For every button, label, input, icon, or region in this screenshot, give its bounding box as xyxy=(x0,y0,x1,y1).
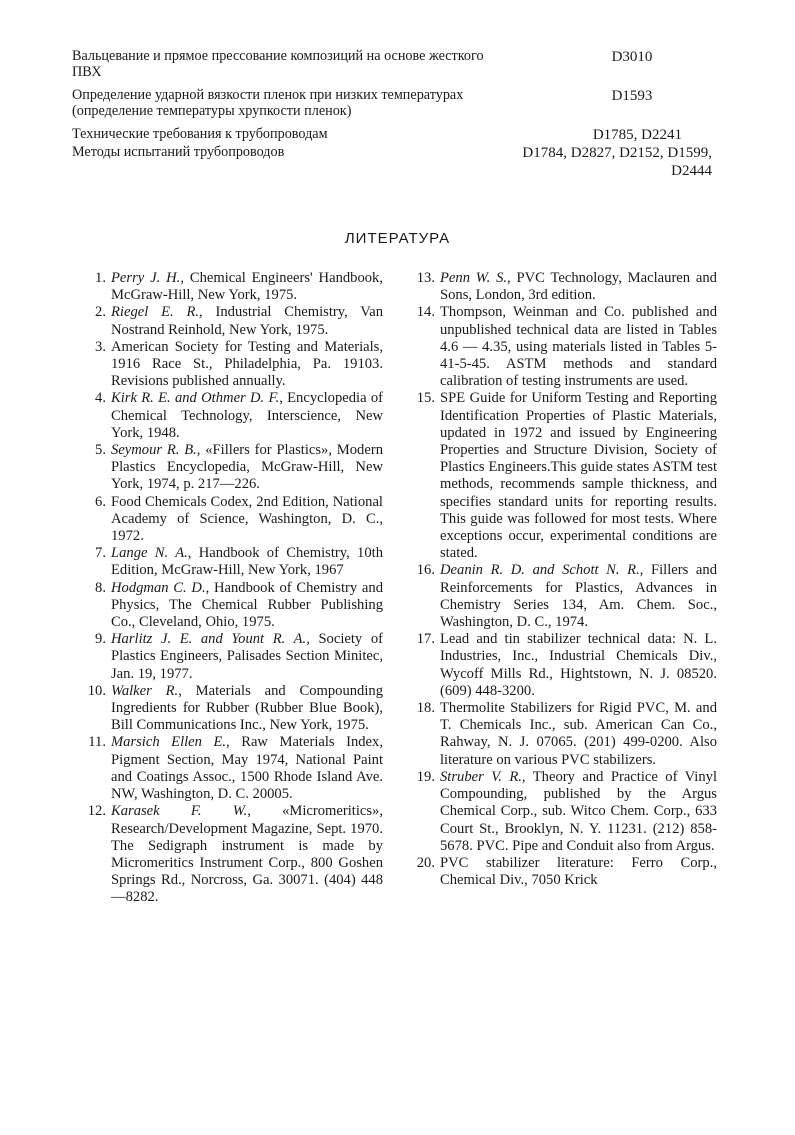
reference-text xyxy=(440,390,717,562)
reference-item xyxy=(407,304,717,390)
reference-author: Riegel E. R. xyxy=(111,304,200,321)
reference-author: Deanin R. D. and Schott N. R. xyxy=(440,562,640,579)
reference-text xyxy=(111,390,383,442)
reference-text xyxy=(111,580,383,632)
reference-item xyxy=(78,545,383,579)
standards-row xyxy=(72,144,712,180)
standard-title: Методы испытаний трубопроводов xyxy=(72,144,285,160)
reference-item xyxy=(407,769,717,855)
reference-number: 12. xyxy=(87,803,106,820)
reference-body: PVC stabilizer literature: Ferro Corp., Chemical Div., 7050 Krick xyxy=(440,854,717,889)
reference-item xyxy=(407,270,717,304)
reference-item xyxy=(78,631,383,683)
references-column-left xyxy=(78,270,383,907)
reference-author: Seymour R. B. xyxy=(111,442,197,459)
reference-body: , Raw Materials Index, Pigment Section, May 1974, National Paint and Coatings Assoc., 1500 Rhode Island Ave. NW, Washington, D. C. 20005. xyxy=(111,734,383,803)
reference-number: 4. xyxy=(95,390,106,407)
reference-number: 8. xyxy=(95,579,106,596)
reference-number: 3. xyxy=(95,338,106,355)
reference-text xyxy=(440,631,717,700)
reference-text xyxy=(440,304,717,390)
standard-code: D1785, D2241 xyxy=(592,127,682,143)
standard-code: D1784, D2827, D2152, D1599, D2444 xyxy=(522,145,712,179)
reference-number: 11. xyxy=(88,734,106,751)
reference-text xyxy=(440,270,717,304)
reference-number: 18. xyxy=(416,700,435,717)
reference-text xyxy=(111,545,383,579)
reference-text xyxy=(111,494,383,546)
section-heading: ЛИТЕРАТУРА xyxy=(344,230,451,247)
reference-author: Lange N. A. xyxy=(111,545,188,562)
reference-item xyxy=(78,494,383,546)
reference-author: Karasek F. W. xyxy=(111,803,248,820)
reference-body: , PVC Technology, Maclauren and Sons, London, 3rd edition. xyxy=(440,270,717,304)
reference-body: Lead and tin stabilizer technical data: N. L. Industries, Inc., Industrial Chemicals Div., Wycoff Mills Rd., Hightstown, N. J. 08520. (609) 448-3200. xyxy=(440,631,717,699)
reference-body: , Fillers and Reinforcements for Plastics, Advances in Chemistry Series 134, Am. Chem. Soc., Washington, D. C., 1974. xyxy=(440,562,717,631)
reference-item xyxy=(78,442,383,494)
reference-item xyxy=(407,855,717,889)
reference-body: , «Micromeritics», Research/Development Magazine, Sept. 1970. The Sedigraph instrument is made by Micromeritics Instrument Corp., 800 Goshen Springs Rd., Norcross, Ga. 30071. (404) 448—8282. xyxy=(111,803,383,906)
reference-item xyxy=(78,683,383,735)
reference-item xyxy=(407,631,717,700)
reference-text xyxy=(440,769,717,855)
reference-number: 2. xyxy=(95,304,106,321)
reference-item xyxy=(78,803,383,906)
reference-author: Struber V. R. xyxy=(440,768,522,785)
reference-text xyxy=(111,442,383,494)
reference-body: Food Chemicals Codex, 2nd Edition, National Academy of Science, Washington, D. C., 1972. xyxy=(111,493,383,545)
reference-number: 15. xyxy=(416,390,435,407)
reference-item xyxy=(78,304,383,338)
reference-number: 13. xyxy=(416,270,435,286)
reference-author: Walker R. xyxy=(111,682,179,699)
reference-body: American Society for Testing and Materials, 1916 Race St., Philadelphia, Pa. 19103. Revisions published annually. xyxy=(111,338,383,390)
reference-author: Perry J. H. xyxy=(111,270,181,286)
reference-text xyxy=(111,631,383,683)
reference-author: Kirk R. E. and Othmer D. F. xyxy=(111,390,280,407)
reference-number: 5. xyxy=(95,442,106,459)
reference-body: , Society of Plastics Engineers, Palisades Section Minitec, Jan. 19, 1977. xyxy=(111,631,383,682)
reference-author: Hodgman C. D. xyxy=(111,579,206,596)
standard-title: Вальцевание и прямое прессование композиций на основе жесткого ПВХ xyxy=(72,48,484,80)
reference-body: Thompson, Weinman and Co. published and unpublished technical data are listed in Tables 4.6 — 4.35, using materials listed in Tables 5-41-5-45. ASTM methods and standard calibration of testing instruments are used. xyxy=(440,304,717,390)
reference-text xyxy=(440,855,717,889)
reference-number: 10. xyxy=(87,682,106,699)
reference-body: , Chemical Engineers' Handbook, McGraw-Hill, New York, 1975. xyxy=(111,270,383,304)
reference-number: 14. xyxy=(416,304,435,321)
reference-item xyxy=(78,734,383,803)
reference-body: , Materials and Compounding Ingredients for Rubber (Rubber Blue Book), Bill Communications Inc., New York, 1975. xyxy=(111,682,383,734)
reference-body: , Encyclopedia of Chemical Technology, Interscience, New York, 1948. xyxy=(111,390,383,441)
reference-text xyxy=(440,562,717,631)
reference-author: Penn W. S. xyxy=(440,270,508,286)
reference-item xyxy=(78,339,383,391)
standard-code: D3010 xyxy=(611,49,653,65)
standard-code: D1593 xyxy=(611,88,653,104)
reference-item xyxy=(407,390,717,562)
reference-body: SPE Guide for Uniform Testing and Reporting Identification Properties of Plastic Materials, updated in 1972 and issued by Engineering Properties and Structure Division, Society of Plastics Engineers.This guide states ASTM test methods, recommends sample thickness, and specifies standard units for reporting results. This guide was followed for most tests. Where exceptions occur, experimental conditions are stated. xyxy=(440,390,717,562)
reference-number: 1. xyxy=(95,270,106,286)
reference-number: 20. xyxy=(416,854,435,871)
standard-title: Определение ударной вязкости пленок при низких температурах (определение температуры хрупкости пленок) xyxy=(72,87,464,119)
standards-row xyxy=(72,87,712,119)
reference-number: 9. xyxy=(95,631,106,648)
reference-number: 7. xyxy=(95,545,106,562)
standards-table xyxy=(72,48,712,187)
reference-text xyxy=(111,304,383,338)
reference-text xyxy=(440,700,717,769)
reference-text xyxy=(111,683,383,735)
reference-number: 17. xyxy=(416,631,435,648)
reference-body: Thermolite Stabilizers for Rigid PVC, M. and T. Chemicals Inc., sub. American Can Co., Rahway, N. J. 07065. (201) 499-0200. Also literature on various PVC stabilizers. xyxy=(440,700,717,768)
reference-item xyxy=(78,270,383,304)
standards-row xyxy=(72,126,712,144)
reference-body: , Handbook of Chemistry, 10th Edition, McGraw-Hill, New York, 1967 xyxy=(111,545,383,579)
reference-body: , Handbook of Chemistry and Physics, The Chemical Rubber Publishing Co., Cleveland, Ohio, 1975. xyxy=(111,579,383,631)
standard-title: Технические требования к трубопроводам xyxy=(72,126,328,142)
reference-text xyxy=(111,803,383,906)
reference-text xyxy=(111,339,383,391)
reference-body: , «Fillers for Plastics», Modern Plastics Encyclopedia, McGraw-Hill, New York, 1974, p. 217—226. xyxy=(111,442,383,493)
reference-item xyxy=(407,562,717,631)
standards-row xyxy=(72,48,712,80)
reference-text xyxy=(111,734,383,803)
reference-item xyxy=(78,580,383,632)
reference-author: Marsich Ellen E. xyxy=(111,734,227,751)
reference-author: Harlitz J. E. and Yount R. A. xyxy=(111,631,307,648)
reference-number: 19. xyxy=(416,768,435,785)
reference-item xyxy=(407,700,717,769)
references-column-right xyxy=(407,270,717,889)
reference-item xyxy=(78,390,383,442)
reference-body: , Industrial Chemistry, Van Nostrand Reinhold, New York, 1975. xyxy=(111,304,383,338)
reference-text xyxy=(111,270,383,304)
reference-body: , Theory and Practice of Vinyl Compounding, published by the Argus Chemical Corp., sub. Witco Chem. Corp., 633 Court St., Brooklyn, N. Y. 11231. (212) 858-5678. PVC. Pipe and Conduit also from Argus. xyxy=(440,768,717,854)
reference-number: 6. xyxy=(95,493,106,510)
reference-number: 16. xyxy=(416,562,435,579)
